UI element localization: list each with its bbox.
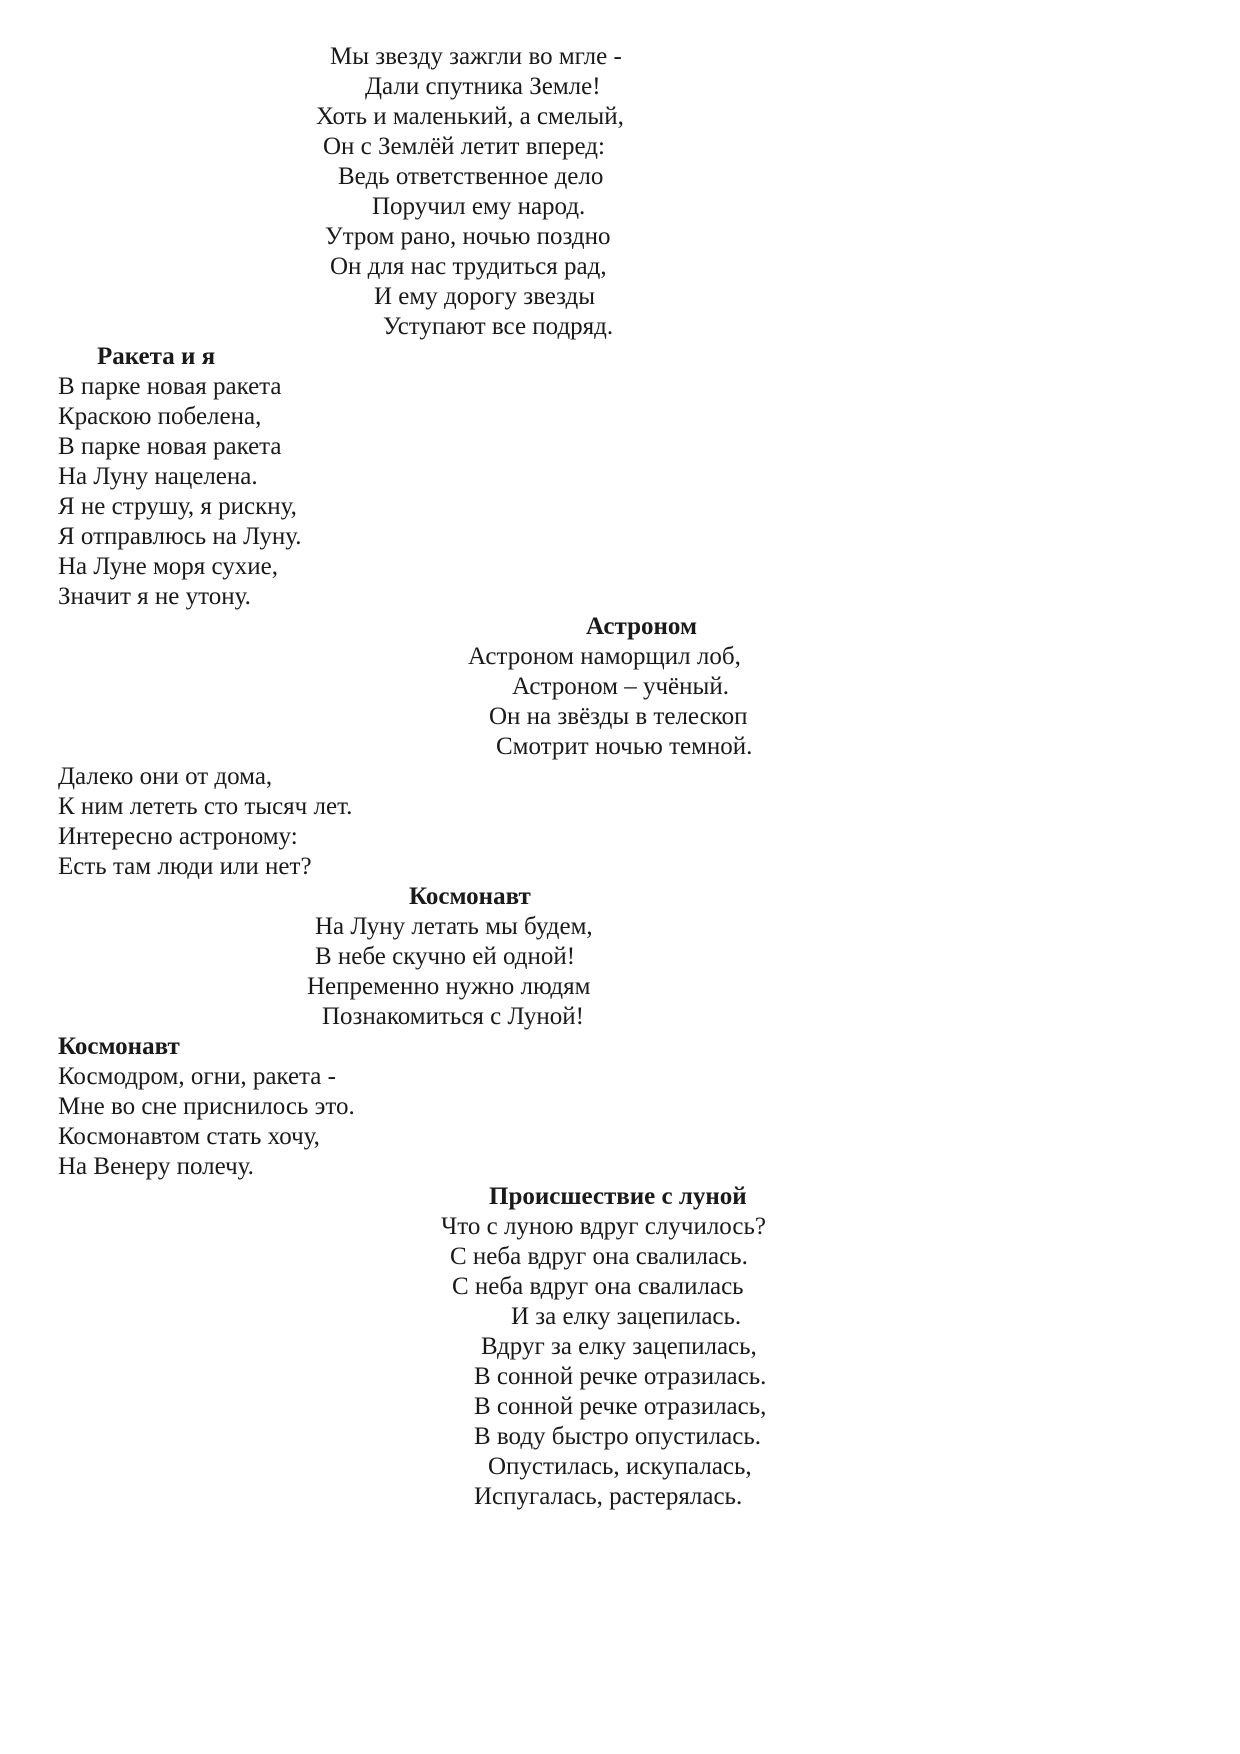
poem-line: Познакомиться с Луной! <box>322 1003 584 1030</box>
poem-line: Есть там люди или нет? <box>58 853 312 880</box>
poem-line: Он для нас трудиться рад, <box>330 253 607 280</box>
poem-line: Непременно нужно людям <box>307 973 591 1000</box>
poem-line: Значит я не утону. <box>58 583 251 610</box>
poem-line: Астроном – учёный. <box>512 673 729 700</box>
poem-line: Я не струшу, я рискну, <box>58 493 297 520</box>
poem-line: Он с Землёй летит вперед: <box>323 133 605 160</box>
poem-line: В небе скучно ей одной! <box>315 943 576 970</box>
poem-line: Краскою побелена, <box>58 403 262 430</box>
poem-line: С неба вдруг она свалилась <box>452 1273 744 1300</box>
poem-line: Уступают все подряд. <box>383 313 614 340</box>
poem-line: И ему дорогу звезды <box>374 283 596 310</box>
poem-line: Испугалась, растерялась. <box>474 1483 743 1510</box>
poem-line: К ним лететь сто тысяч лет. <box>58 793 353 820</box>
poem-title: Астроном <box>586 613 697 640</box>
poem-line: На Луне моря сухие, <box>58 553 279 580</box>
poem-line: Космонавтом стать хочу, <box>58 1123 320 1150</box>
poem-title: Ракета и я <box>97 343 216 370</box>
poem-line: В парке новая ракета <box>58 373 282 400</box>
poem-line: Астроном наморщил лоб, <box>468 643 741 670</box>
poem-line: Опустилась, искупалась, <box>488 1453 752 1480</box>
poem-line: Далеко они от дома, <box>58 763 273 790</box>
poem-line: В парке новая ракета <box>58 433 282 460</box>
poem-line: Интересно астроному: <box>58 823 298 850</box>
poem-title: Космонавт <box>409 883 531 910</box>
poem-line: В воду быстро опустилась. <box>474 1423 761 1450</box>
poem-line: Хоть и маленький, а смелый, <box>316 103 624 130</box>
poem-line: Что с луною вдруг случилось? <box>441 1213 767 1240</box>
poem-line: Мы звезду зажгли во мгле - <box>330 43 622 70</box>
poem-line: Вдруг за елку зацепилась, <box>481 1333 757 1360</box>
poem-line: Он на звёзды в телескоп <box>489 703 748 730</box>
poem-line: В сонной речке отразилась. <box>474 1363 767 1390</box>
poem-line: Дали спутника Земле! <box>365 73 601 100</box>
poem-line: Космодром, огни, ракета - <box>58 1063 336 1090</box>
poem-line: В сонной речке отразилась, <box>474 1393 767 1420</box>
poem-line: Ведь ответственное дело <box>338 163 604 190</box>
poem-line: И за елку зацепилась. <box>511 1303 742 1330</box>
poem-line: Смотрит ночью темной. <box>496 733 753 760</box>
poem-line: На Венеру полечу. <box>58 1153 254 1180</box>
poem-line: Поручил ему народ. <box>372 193 586 220</box>
poem-line: С неба вдруг она свалилась. <box>450 1243 748 1270</box>
poem-line: Утром рано, ночью поздно <box>325 223 611 250</box>
poem-title: Происшествие с луной <box>489 1183 747 1210</box>
poem-title: Космонавт <box>58 1033 180 1060</box>
poem-line: Мне во сне приснилось это. <box>58 1093 355 1120</box>
poem-line: На Луну нацелена. <box>58 463 258 490</box>
poem-line: На Луну летать мы будем, <box>315 913 593 940</box>
poem-line: Я отправлюсь на Луну. <box>58 523 302 550</box>
